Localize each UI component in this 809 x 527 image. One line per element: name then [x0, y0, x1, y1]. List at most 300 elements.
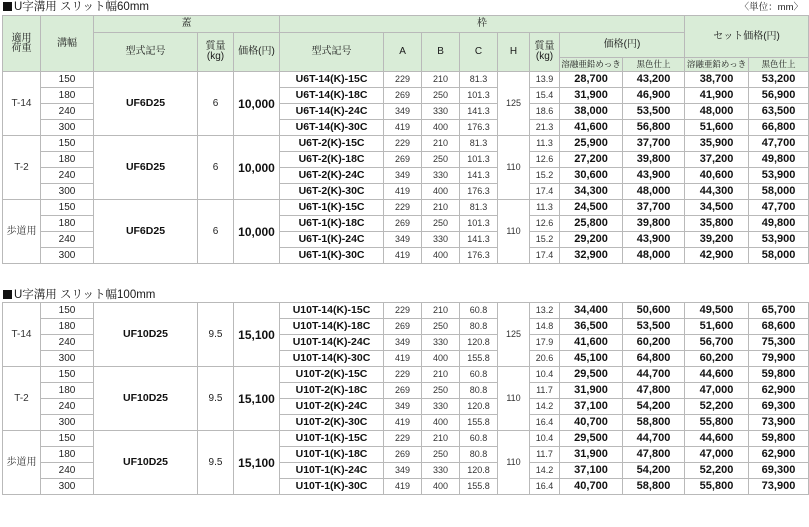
channel-width: 150 — [41, 200, 94, 216]
square-bullet-icon — [3, 2, 12, 11]
set-price-black: 58,000 — [749, 248, 809, 264]
frame-model: U6T-2(K)-15C — [280, 136, 384, 152]
dim-b: 330 — [422, 399, 460, 415]
price-black: 56,800 — [623, 120, 685, 136]
dim-b: 250 — [422, 447, 460, 463]
frame-weight: 11.7 — [530, 447, 560, 463]
dim-c: 155.8 — [460, 415, 498, 431]
dim-a: 349 — [384, 104, 422, 120]
header-lid-price: 価格(円) — [234, 33, 280, 72]
set-price-galv: 51,600 — [685, 120, 749, 136]
frame-weight: 11.3 — [530, 136, 560, 152]
channel-width: 300 — [41, 248, 94, 264]
dim-c: 141.3 — [460, 168, 498, 184]
frame-model: U6T-1(K)-30C — [280, 248, 384, 264]
section-title-text: U字溝用 スリット幅100mm — [14, 289, 156, 301]
set-price-black: 53,900 — [749, 168, 809, 184]
dim-a: 419 — [384, 415, 422, 431]
dim-b: 330 — [422, 168, 460, 184]
dim-a: 229 — [384, 136, 422, 152]
lid-price: 10,000 — [234, 136, 280, 200]
set-price-black: 53,900 — [749, 232, 809, 248]
price-black: 54,200 — [623, 463, 685, 479]
lid-model: UF6D25 — [94, 200, 198, 264]
frame-model: U6T-1(K)-24C — [280, 232, 384, 248]
frame-weight: 14.8 — [530, 319, 560, 335]
set-price-galv: 42,900 — [685, 248, 749, 264]
lid-model: UF10D25 — [94, 431, 198, 495]
dim-b: 400 — [422, 120, 460, 136]
dim-h: 125 — [498, 303, 530, 367]
header-lid-model: 型式記号 — [94, 33, 198, 72]
frame-model: U10T-2(K)-30C — [280, 415, 384, 431]
channel-width: 240 — [41, 232, 94, 248]
price-galv: 41,600 — [560, 120, 623, 136]
header-frame-price: 価格(円) — [560, 33, 685, 58]
frame-model: U6T-14(K)-18C — [280, 88, 384, 104]
price-galv: 41,600 — [560, 335, 623, 351]
dim-a: 269 — [384, 88, 422, 104]
set-price-black: 59,800 — [749, 367, 809, 383]
dim-b: 250 — [422, 152, 460, 168]
dim-b: 250 — [422, 216, 460, 232]
set-price-black: 69,300 — [749, 463, 809, 479]
dim-a: 269 — [384, 447, 422, 463]
set-price-black: 62,900 — [749, 447, 809, 463]
lid-weight: 6 — [198, 136, 234, 200]
header-lid: 蓋 — [94, 16, 280, 33]
frame-weight: 14.2 — [530, 463, 560, 479]
set-price-galv: 49,500 — [685, 303, 749, 319]
channel-width: 300 — [41, 120, 94, 136]
frame-model: U10T-1(K)-15C — [280, 431, 384, 447]
price-galv: 32,900 — [560, 248, 623, 264]
price-galv: 40,700 — [560, 479, 623, 495]
channel-width: 180 — [41, 88, 94, 104]
dim-a: 269 — [384, 319, 422, 335]
frame-model: U10T-14(K)-30C — [280, 351, 384, 367]
set-price-black: 73,900 — [749, 479, 809, 495]
price-black: 64,800 — [623, 351, 685, 367]
dim-a: 349 — [384, 232, 422, 248]
set-price-black: 65,700 — [749, 303, 809, 319]
price-galv: 29,500 — [560, 367, 623, 383]
frame-weight: 17.4 — [530, 248, 560, 264]
dim-h: 110 — [498, 367, 530, 431]
set-price-black: 56,900 — [749, 88, 809, 104]
dim-c: 120.8 — [460, 335, 498, 351]
price-black: 43,900 — [623, 168, 685, 184]
dim-c: 155.8 — [460, 351, 498, 367]
load-class: T-2 — [3, 136, 41, 200]
dim-a: 269 — [384, 216, 422, 232]
load-class: 歩道用 — [3, 200, 41, 264]
price-black: 50,600 — [623, 303, 685, 319]
load-class: T-14 — [3, 72, 41, 136]
set-price-galv: 37,200 — [685, 152, 749, 168]
dim-c: 81.3 — [460, 136, 498, 152]
price-black: 44,700 — [623, 431, 685, 447]
frame-model: U10T-1(K)-30C — [280, 479, 384, 495]
dim-b: 400 — [422, 479, 460, 495]
set-price-galv: 38,700 — [685, 72, 749, 88]
set-price-galv: 60,200 — [685, 351, 749, 367]
dim-h: 110 — [498, 136, 530, 200]
set-price-black: 69,300 — [749, 399, 809, 415]
price-black: 47,800 — [623, 447, 685, 463]
frame-weight: 15.4 — [530, 88, 560, 104]
price-galv: 25,800 — [560, 216, 623, 232]
lid-price: 15,100 — [234, 431, 280, 495]
set-price-black: 63,500 — [749, 104, 809, 120]
dim-a: 419 — [384, 184, 422, 200]
price-black: 37,700 — [623, 136, 685, 152]
header-set-price: セット価格(円) — [685, 16, 809, 58]
dim-c: 141.3 — [460, 232, 498, 248]
set-price-black: 47,700 — [749, 200, 809, 216]
dim-b: 330 — [422, 463, 460, 479]
table-row — [3, 200, 809, 216]
lid-weight: 9.5 — [198, 303, 234, 367]
set-price-galv: 47,000 — [685, 447, 749, 463]
price-galv: 27,200 — [560, 152, 623, 168]
section-title-100 — [3, 288, 155, 302]
header-set-galv: 溶融亜鉛めっき — [685, 58, 749, 72]
channel-width: 150 — [41, 72, 94, 88]
frame-weight: 14.2 — [530, 399, 560, 415]
channel-width: 240 — [41, 168, 94, 184]
dim-a: 349 — [384, 399, 422, 415]
table-row — [3, 136, 809, 152]
price-galv: 37,100 — [560, 399, 623, 415]
set-price-black: 73,900 — [749, 415, 809, 431]
header-frame-weight: 質量 (kg) — [530, 33, 560, 72]
price-black: 58,800 — [623, 479, 685, 495]
price-galv: 31,900 — [560, 383, 623, 399]
frame-weight: 10.4 — [530, 431, 560, 447]
set-price-black: 49,800 — [749, 152, 809, 168]
price-black: 44,700 — [623, 367, 685, 383]
price-galv: 31,900 — [560, 447, 623, 463]
frame-weight: 11.3 — [530, 200, 560, 216]
price-galv: 25,900 — [560, 136, 623, 152]
header-black: 黒色仕上 — [623, 58, 685, 72]
dim-b: 210 — [422, 72, 460, 88]
frame-weight: 12.6 — [530, 152, 560, 168]
frame-weight: 16.4 — [530, 479, 560, 495]
dim-a: 229 — [384, 431, 422, 447]
price-black: 39,800 — [623, 152, 685, 168]
channel-width: 300 — [41, 415, 94, 431]
set-price-galv: 52,200 — [685, 463, 749, 479]
frame-weight: 20.6 — [530, 351, 560, 367]
price-galv: 37,100 — [560, 463, 623, 479]
header-frame: 枠 — [280, 16, 685, 33]
frame-weight: 12.6 — [530, 216, 560, 232]
frame-model: U10T-1(K)-18C — [280, 447, 384, 463]
dim-a: 349 — [384, 463, 422, 479]
set-price-galv: 44,600 — [685, 367, 749, 383]
channel-width: 240 — [41, 104, 94, 120]
price-galv: 31,900 — [560, 88, 623, 104]
load-class: T-2 — [3, 367, 41, 431]
channel-width: 300 — [41, 184, 94, 200]
set-price-galv: 35,800 — [685, 216, 749, 232]
frame-model: U6T-14(K)-30C — [280, 120, 384, 136]
set-price-galv: 44,300 — [685, 184, 749, 200]
set-price-galv: 51,600 — [685, 319, 749, 335]
set-price-galv: 55,800 — [685, 479, 749, 495]
price-black: 47,800 — [623, 383, 685, 399]
frame-weight: 11.7 — [530, 383, 560, 399]
channel-width: 240 — [41, 335, 94, 351]
price-table-100 — [2, 302, 809, 495]
price-galv: 30,600 — [560, 168, 623, 184]
set-price-black: 53,200 — [749, 72, 809, 88]
channel-width: 150 — [41, 367, 94, 383]
dim-c: 120.8 — [460, 463, 498, 479]
price-black: 43,900 — [623, 232, 685, 248]
channel-width: 180 — [41, 152, 94, 168]
dim-b: 250 — [422, 383, 460, 399]
dim-c: 81.3 — [460, 200, 498, 216]
set-price-galv: 34,500 — [685, 200, 749, 216]
frame-model: U10T-2(K)-18C — [280, 383, 384, 399]
price-black: 58,800 — [623, 415, 685, 431]
dim-b: 210 — [422, 431, 460, 447]
lid-price: 10,000 — [234, 200, 280, 264]
set-price-black: 47,700 — [749, 136, 809, 152]
header-c: C — [460, 33, 498, 72]
set-price-galv: 52,200 — [685, 399, 749, 415]
price-galv: 34,300 — [560, 184, 623, 200]
lid-weight: 9.5 — [198, 367, 234, 431]
frame-weight: 17.4 — [530, 184, 560, 200]
price-black: 39,800 — [623, 216, 685, 232]
dim-a: 229 — [384, 72, 422, 88]
channel-width: 300 — [41, 351, 94, 367]
frame-model: U10T-14(K)-18C — [280, 319, 384, 335]
header-load: 適用 荷重 — [3, 16, 41, 72]
dim-c: 155.8 — [460, 479, 498, 495]
price-galv: 28,700 — [560, 72, 623, 88]
channel-width: 180 — [41, 447, 94, 463]
dim-b: 250 — [422, 88, 460, 104]
table-row — [3, 303, 809, 319]
header-a: A — [384, 33, 422, 72]
price-galv: 29,200 — [560, 232, 623, 248]
set-price-galv: 39,200 — [685, 232, 749, 248]
header-frame-model: 型式記号 — [280, 33, 384, 72]
lid-model: UF6D25 — [94, 136, 198, 200]
price-black: 46,900 — [623, 88, 685, 104]
section-title-60 — [3, 0, 149, 14]
price-galv: 34,400 — [560, 303, 623, 319]
price-table-60 — [2, 15, 809, 264]
frame-weight: 18.6 — [530, 104, 560, 120]
channel-width: 240 — [41, 463, 94, 479]
dim-c: 80.8 — [460, 383, 498, 399]
price-galv: 24,500 — [560, 200, 623, 216]
dim-a: 229 — [384, 303, 422, 319]
dim-c: 120.8 — [460, 399, 498, 415]
set-price-black: 79,900 — [749, 351, 809, 367]
price-galv: 29,500 — [560, 431, 623, 447]
frame-weight: 21.3 — [530, 120, 560, 136]
dim-a: 349 — [384, 335, 422, 351]
set-price-galv: 40,600 — [685, 168, 749, 184]
channel-width: 180 — [41, 216, 94, 232]
frame-model: U6T-14(K)-24C — [280, 104, 384, 120]
dim-a: 269 — [384, 383, 422, 399]
price-black: 60,200 — [623, 335, 685, 351]
dim-b: 330 — [422, 232, 460, 248]
dim-c: 101.3 — [460, 152, 498, 168]
frame-weight: 13.9 — [530, 72, 560, 88]
set-price-galv: 56,700 — [685, 335, 749, 351]
frame-model: U6T-2(K)-24C — [280, 168, 384, 184]
frame-model: U10T-1(K)-24C — [280, 463, 384, 479]
dim-b: 330 — [422, 104, 460, 120]
dim-b: 210 — [422, 136, 460, 152]
dim-b: 210 — [422, 200, 460, 216]
price-black: 43,200 — [623, 72, 685, 88]
header-lid-weight: 質量 (kg) — [198, 33, 234, 72]
price-black: 48,000 — [623, 184, 685, 200]
dim-a: 419 — [384, 479, 422, 495]
lid-price: 10,000 — [234, 72, 280, 136]
table-row — [3, 431, 809, 447]
lid-model: UF10D25 — [94, 303, 198, 367]
price-black: 53,500 — [623, 319, 685, 335]
set-price-black: 68,600 — [749, 319, 809, 335]
frame-weight: 17.9 — [530, 335, 560, 351]
frame-model: U6T-14(K)-15C — [280, 72, 384, 88]
frame-model: U10T-14(K)-24C — [280, 335, 384, 351]
set-price-galv: 55,800 — [685, 415, 749, 431]
set-price-galv: 44,600 — [685, 431, 749, 447]
dim-c: 60.8 — [460, 431, 498, 447]
lid-weight: 6 — [198, 72, 234, 136]
channel-width: 180 — [41, 319, 94, 335]
lid-model: UF10D25 — [94, 367, 198, 431]
dim-c: 176.3 — [460, 248, 498, 264]
frame-weight: 13.2 — [530, 303, 560, 319]
dim-b: 210 — [422, 303, 460, 319]
frame-weight: 15.2 — [530, 168, 560, 184]
dim-a: 419 — [384, 248, 422, 264]
set-price-galv: 41,900 — [685, 88, 749, 104]
load-class: 歩道用 — [3, 431, 41, 495]
dim-a: 419 — [384, 120, 422, 136]
square-bullet-icon — [3, 290, 12, 299]
price-black: 54,200 — [623, 399, 685, 415]
dim-b: 210 — [422, 367, 460, 383]
frame-model: U10T-14(K)-15C — [280, 303, 384, 319]
price-galv: 40,700 — [560, 415, 623, 431]
dim-c: 81.3 — [460, 72, 498, 88]
section-title-text: U字溝用 スリット幅60mm — [14, 1, 149, 13]
table-row — [3, 72, 809, 88]
price-galv: 38,000 — [560, 104, 623, 120]
lid-price: 15,100 — [234, 303, 280, 367]
dim-h: 110 — [498, 431, 530, 495]
load-class: T-14 — [3, 303, 41, 367]
set-price-black: 49,800 — [749, 216, 809, 232]
dim-h: 110 — [498, 200, 530, 264]
set-price-black: 75,300 — [749, 335, 809, 351]
dim-c: 60.8 — [460, 303, 498, 319]
set-price-galv: 47,000 — [685, 383, 749, 399]
header-h: H — [498, 33, 530, 72]
frame-model: U10T-2(K)-15C — [280, 367, 384, 383]
dim-a: 349 — [384, 168, 422, 184]
dim-h: 125 — [498, 72, 530, 136]
frame-weight: 10.4 — [530, 367, 560, 383]
dim-b: 250 — [422, 319, 460, 335]
frame-weight: 16.4 — [530, 415, 560, 431]
dim-b: 400 — [422, 248, 460, 264]
header-galv: 溶融亜鉛めっき — [560, 58, 623, 72]
unit-note: 〈単位：mm〉 — [739, 2, 803, 13]
lid-model: UF6D25 — [94, 72, 198, 136]
dim-a: 419 — [384, 351, 422, 367]
channel-width: 240 — [41, 399, 94, 415]
dim-a: 229 — [384, 200, 422, 216]
header-width: 溝幅 — [41, 16, 94, 72]
set-price-black: 58,000 — [749, 184, 809, 200]
price-black: 37,700 — [623, 200, 685, 216]
lid-price: 15,100 — [234, 367, 280, 431]
channel-width: 300 — [41, 479, 94, 495]
lid-weight: 6 — [198, 200, 234, 264]
table-row — [3, 367, 809, 383]
dim-c: 60.8 — [460, 367, 498, 383]
dim-b: 400 — [422, 351, 460, 367]
dim-b: 400 — [422, 415, 460, 431]
header-b: B — [422, 33, 460, 72]
price-black: 48,000 — [623, 248, 685, 264]
price-black: 53,500 — [623, 104, 685, 120]
set-price-black: 59,800 — [749, 431, 809, 447]
frame-weight: 15.2 — [530, 232, 560, 248]
channel-width: 150 — [41, 431, 94, 447]
frame-model: U6T-1(K)-18C — [280, 216, 384, 232]
set-price-black: 66,800 — [749, 120, 809, 136]
dim-c: 141.3 — [460, 104, 498, 120]
header-set-black: 黒色仕上 — [749, 58, 809, 72]
dim-c: 80.8 — [460, 447, 498, 463]
price-galv: 36,500 — [560, 319, 623, 335]
dim-c: 101.3 — [460, 88, 498, 104]
dim-c: 101.3 — [460, 216, 498, 232]
dim-a: 269 — [384, 152, 422, 168]
frame-model: U6T-2(K)-18C — [280, 152, 384, 168]
set-price-black: 62,900 — [749, 383, 809, 399]
frame-model: U10T-2(K)-24C — [280, 399, 384, 415]
dim-c: 176.3 — [460, 120, 498, 136]
dim-b: 400 — [422, 184, 460, 200]
channel-width: 150 — [41, 136, 94, 152]
dim-c: 176.3 — [460, 184, 498, 200]
channel-width: 150 — [41, 303, 94, 319]
set-price-galv: 35,900 — [685, 136, 749, 152]
dim-c: 80.8 — [460, 319, 498, 335]
set-price-galv: 48,000 — [685, 104, 749, 120]
price-galv: 45,100 — [560, 351, 623, 367]
dim-a: 229 — [384, 367, 422, 383]
frame-model: U6T-1(K)-15C — [280, 200, 384, 216]
